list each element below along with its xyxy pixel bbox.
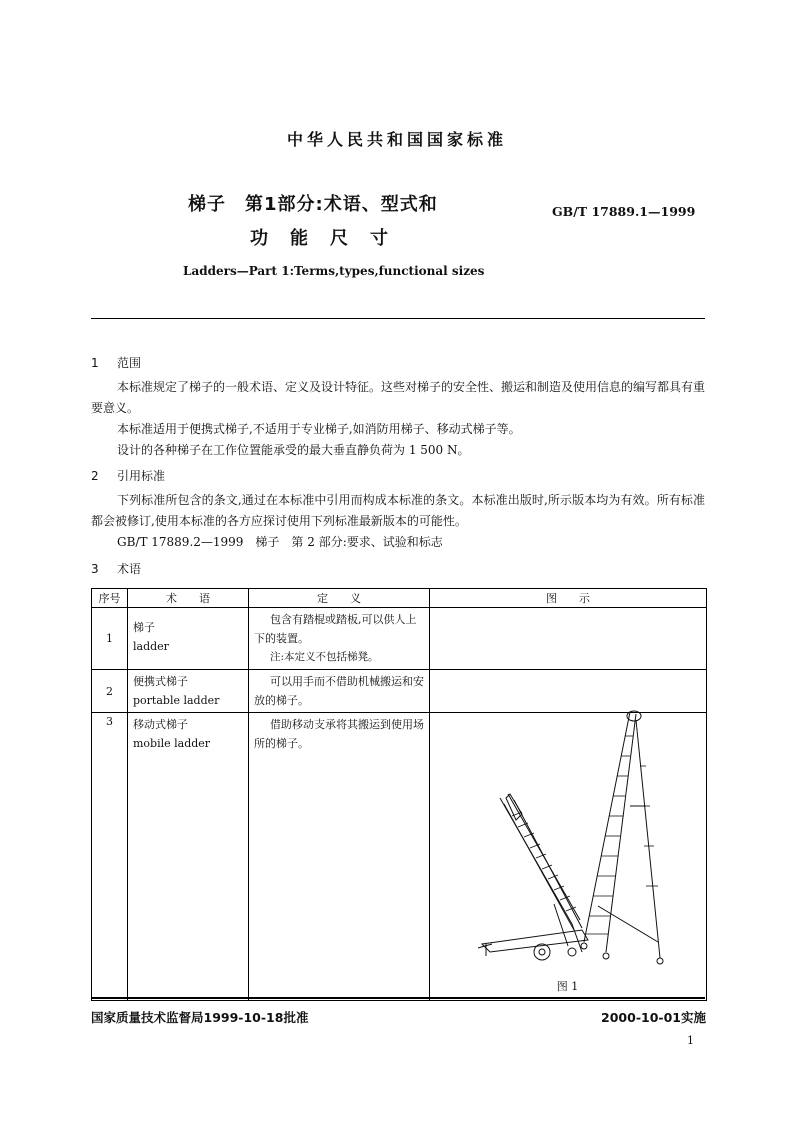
term-cell — [128, 608, 249, 670]
paragraph: 下列标准所包含的条文,通过在本标准中引用而构成本标准的条文。本标准出版时,所示版本均为有效。所有标准都会被修订,使用本标准的各方应探讨使用下列标准最新版本的可能性。 — [91, 493, 705, 528]
term-chinese: 移动式梯子 — [133, 718, 188, 731]
illustration-cell — [430, 608, 707, 670]
row-number: 3 — [92, 713, 128, 1001]
section-heading-2 — [91, 467, 165, 484]
term-chinese: 梯子 — [133, 621, 155, 634]
document-title-line1: 梯子 第1部分:术语、型式和 — [188, 194, 438, 215]
standard-category-title: 中华人民共和国国家标准 — [286, 130, 507, 149]
term-chinese: 便携式梯子 — [133, 675, 188, 688]
term-english: portable ladder — [133, 694, 220, 707]
document-title-english: Ladders—Part 1:Terms,types,functional sizes — [183, 264, 485, 278]
section-heading-3 — [91, 560, 141, 577]
page-number: 1 — [687, 1034, 694, 1047]
column-header: 术 语 — [128, 589, 249, 608]
term-english: mobile ladder — [133, 737, 211, 750]
term-cell — [128, 670, 249, 713]
section-number: 1 — [91, 356, 99, 370]
row-number: 2 — [92, 670, 128, 713]
column-header: 定 义 — [249, 589, 430, 608]
column-header: 序号 — [92, 589, 128, 608]
term-english: ladder — [133, 640, 169, 653]
paragraph: 本标准适用于便携式梯子,不适用于专业梯子,如消防用梯子、移动式梯子等。 — [117, 422, 521, 436]
section-title: 引用标准 — [117, 469, 166, 483]
standard-code: GB/T 17889.1—1999 — [552, 204, 696, 219]
paragraph: 本标准规定了梯子的一般术语、定义及设计特征。这些对梯子的安全性、搬运和制造及使用信息的编写都具有重要意义。 — [91, 380, 706, 415]
figure-caption: 图 1 — [556, 980, 579, 993]
implementation-date: 2000-10-01实施 — [601, 1010, 706, 1025]
section-heading-1 — [91, 354, 141, 371]
definition-text: 包含有踏棍或踏板,可以供人上下的装置。 — [254, 613, 417, 645]
mobile-ladder-illustration — [470, 706, 670, 971]
table-row — [92, 608, 707, 670]
column-header: 图 示 — [430, 589, 707, 608]
definition-note: 注:本定义不包括梯凳。 — [270, 651, 379, 663]
definition-cell — [249, 608, 430, 670]
document-title-line2: 功能尺寸 — [250, 228, 410, 249]
section-title: 范围 — [117, 356, 142, 370]
definition-text: 借助移动支承将其搬运到使用场所的梯子。 — [254, 718, 424, 750]
section-number: 3 — [91, 562, 99, 576]
section-number: 2 — [91, 469, 99, 483]
footer-divider — [91, 997, 705, 999]
definition-text: 可以用手而不借助机械搬运和安放的梯子。 — [254, 675, 424, 707]
approval-date: 国家质量技术监督局1999-10-18批准 — [91, 1010, 309, 1025]
section-title: 术语 — [117, 562, 142, 576]
header-divider — [91, 318, 705, 319]
row-number: 1 — [92, 608, 128, 670]
paragraph: 设计的各种梯子在工作位置能承受的最大垂直静负荷为 1 500 N。 — [117, 443, 470, 457]
referenced-standard: GB/T 17889.2—1999 梯子 第 2 部分:要求、试验和标志 — [117, 535, 443, 549]
table-header-row — [92, 589, 707, 608]
definition-cell — [249, 670, 430, 713]
term-cell — [128, 713, 249, 1001]
definition-cell — [249, 713, 430, 1001]
